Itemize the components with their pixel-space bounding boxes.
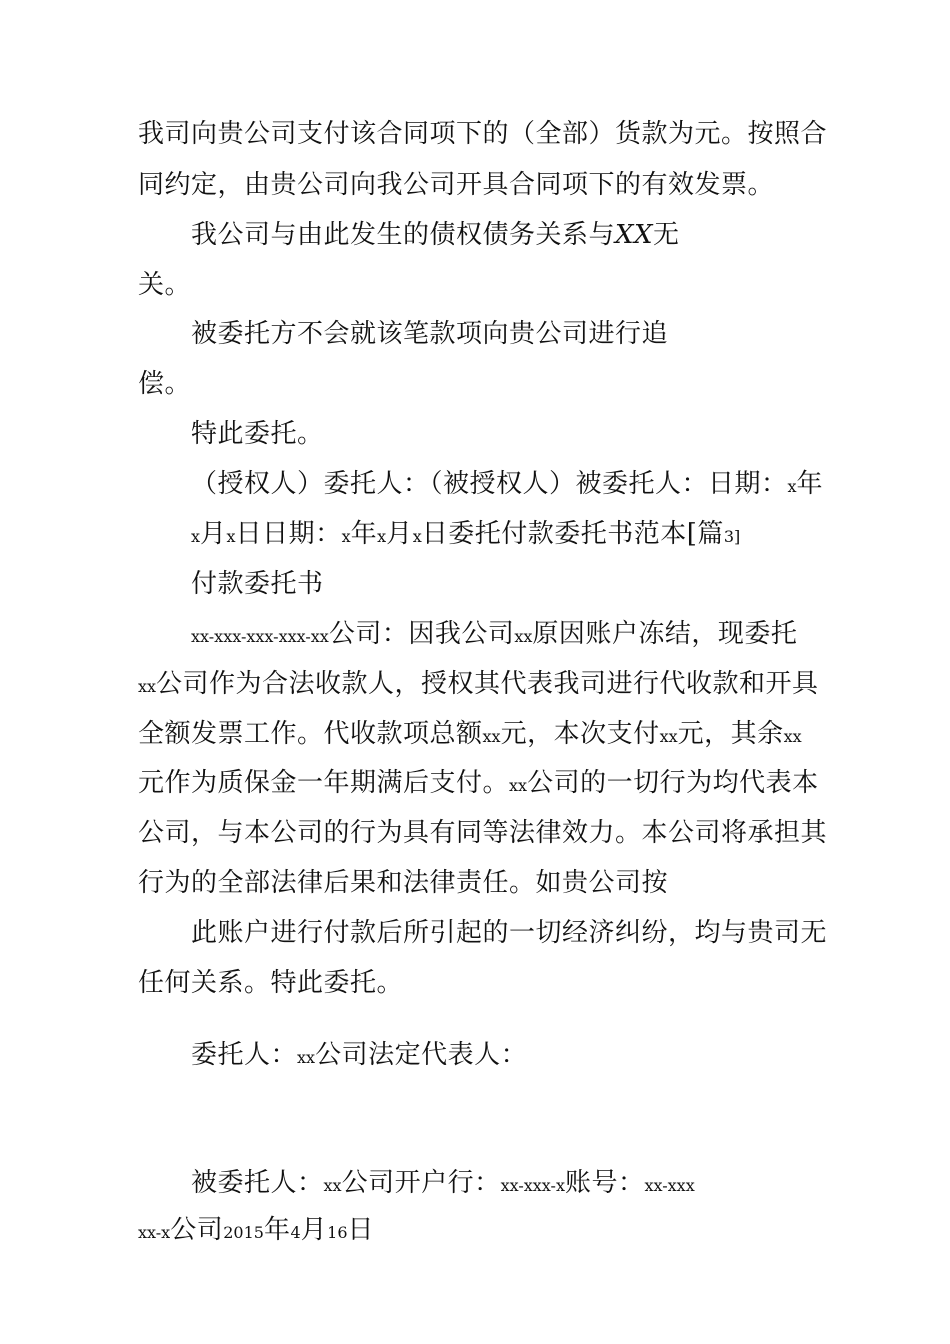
- text: x: [412, 527, 422, 546]
- text: 原因账户冻结，现委托: [532, 619, 798, 649]
- paragraph-line: [138, 167, 774, 203]
- text: 无: [653, 220, 680, 250]
- text: 我公司与由此发生的债权债务关系与: [191, 220, 616, 250]
- paragraph-line: [138, 765, 819, 804]
- text: 公司开户行：: [341, 1168, 501, 1198]
- text: 公司的一切行为均代表本: [527, 768, 819, 798]
- text: 行为的全部法律后果和法律责任。如贵公司按: [138, 868, 669, 898]
- text: 3]: [723, 527, 741, 546]
- text: 2015: [223, 1223, 264, 1242]
- text: 偿。: [138, 369, 192, 399]
- paragraph-line: [138, 267, 191, 303]
- text: xx: [297, 1048, 316, 1067]
- text: xx-xxx-x: [500, 1176, 565, 1195]
- text: 日委托付款委托书范本[篇: [421, 519, 724, 549]
- date-line: [138, 1212, 374, 1251]
- text: 年: [263, 1215, 291, 1245]
- text: 公司，与本公司的行为具有同等法律效力。本公司将承担其: [138, 818, 828, 848]
- text: x: [191, 527, 201, 546]
- paragraph-line: [191, 466, 823, 505]
- text: 年: [796, 469, 824, 499]
- paragraph-line: [138, 965, 403, 1001]
- paragraph-line: [138, 116, 827, 152]
- text: x: [226, 527, 236, 546]
- section-heading: [191, 566, 324, 602]
- text: xx-xxx: [644, 1176, 695, 1195]
- text: 关。: [138, 270, 192, 300]
- text: 月: [300, 1215, 328, 1245]
- text: 年: [350, 519, 378, 549]
- paragraph-line: [191, 616, 797, 655]
- text: xx-xxx-xxx-xxx-xx: [191, 627, 329, 646]
- text: 被委托方不会就该笔款项向贵公司进行追: [191, 319, 669, 349]
- text: 账号：: [564, 1168, 645, 1198]
- text: 元，其余: [677, 719, 784, 749]
- paragraph-line: [191, 416, 324, 452]
- text: 我司向贵公司支付该合同项下的（全部）货款为元。按照合: [138, 119, 828, 149]
- paragraph-line: [138, 666, 819, 705]
- text: xx: [783, 727, 802, 746]
- text: 日日期：: [235, 519, 342, 549]
- text: 此账户进行付款后所引起的一切经济纠纷，均与贵司无: [191, 918, 828, 948]
- text: 任何关系。特此委托。: [138, 968, 404, 998]
- text: 被委托人：: [191, 1168, 324, 1198]
- text: x: [377, 527, 387, 546]
- text: 公司作为合法收款人，授权其代表我司进行代收款和开具: [156, 669, 819, 699]
- paragraph-line: [191, 217, 680, 253]
- text: 全额发票工作。代收款项总额: [138, 719, 483, 749]
- signature-line-principal: [191, 1037, 527, 1076]
- text: 4: [290, 1223, 301, 1242]
- text: xx: [323, 1176, 342, 1195]
- text: xx: [509, 776, 528, 795]
- text: XX: [615, 220, 654, 250]
- paragraph-line: [191, 915, 827, 951]
- text: 特此委托。: [191, 419, 324, 449]
- text: 16: [327, 1223, 348, 1242]
- text: 同约定，由贵公司向我公司开具合同项下的有效发票。: [138, 170, 775, 200]
- text: 公司: [170, 1215, 224, 1245]
- text: 月: [200, 519, 227, 549]
- text: 公司法定代表人：: [315, 1040, 528, 1070]
- text: x: [341, 527, 351, 546]
- text: 付款委托书: [191, 569, 324, 599]
- text: （授权人）委托人：（被授权人）被委托人：日期：: [191, 469, 788, 499]
- paragraph-line: [138, 716, 802, 755]
- text: xx: [659, 727, 678, 746]
- text: x: [787, 477, 797, 496]
- text: 月: [386, 519, 413, 549]
- text: xx: [514, 627, 533, 646]
- paragraph-line: [138, 865, 668, 901]
- text: 日: [347, 1215, 375, 1245]
- text: 委托人：: [191, 1040, 298, 1070]
- text: 公司：因我公司: [328, 619, 515, 649]
- text: 元作为质保金一年期满后支付。: [138, 768, 510, 798]
- paragraph-line: [191, 516, 740, 555]
- text: 元，本次支付: [500, 719, 660, 749]
- signature-line-agent: [191, 1165, 695, 1204]
- paragraph-line: [138, 366, 191, 402]
- paragraph-line: [138, 815, 827, 851]
- text: xx-x: [138, 1223, 171, 1242]
- paragraph-line: [191, 316, 668, 352]
- text: xx: [482, 727, 501, 746]
- text: xx: [138, 677, 157, 696]
